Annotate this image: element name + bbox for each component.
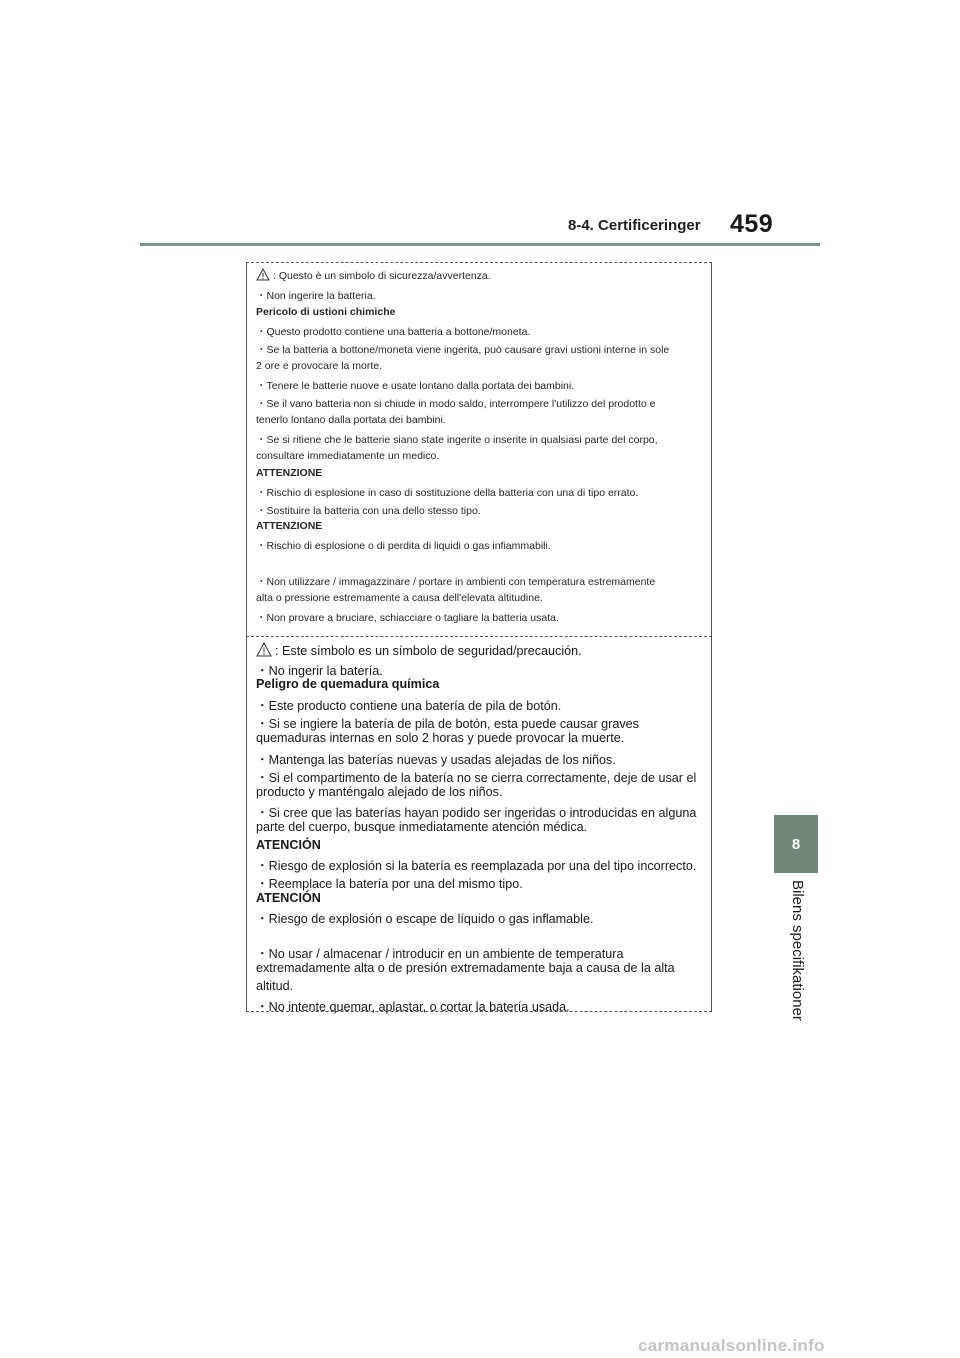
chapter-label: Bilens specifikationer	[789, 880, 806, 1021]
italian-line: 2 ore e provocare la morte.	[256, 360, 383, 372]
italian-heading: Pericolo di ustioni chimiche	[256, 306, 396, 318]
spanish-line: parte del cuerpo, busque inmediatamente atención médica.	[256, 820, 588, 834]
chapter-tab[interactable]	[774, 815, 818, 873]
spanish-line: ・Si el compartimento de la batería no se cierra correctamente, deje de usar el	[256, 771, 697, 785]
italian-heading: ATTENZIONE	[256, 520, 323, 532]
spanish-line: ・Este producto contiene una batería de pila de botón.	[256, 699, 562, 713]
warning-triangle-icon	[256, 642, 272, 657]
watermark: carmanualsonline.info	[638, 1336, 825, 1355]
page-number: 459	[730, 210, 774, 238]
italian-line: ・Sostituire la batteria con una dello stesso tipo.	[256, 505, 481, 517]
spanish-line: ・No ingerir la batería.	[256, 664, 383, 678]
italian-line: ・Non ingerire la batteria.	[256, 290, 376, 302]
italian-line: alta o pressione estremamente a causa dell'elevata altitudine.	[256, 592, 543, 604]
chapter-number: 8	[791, 835, 801, 853]
spanish-line: ・No intente quemar, aplastar, o cortar la batería usada.	[256, 1000, 570, 1014]
italian-line: ・Tenere le batterie nuove e usate lontano dalla portata dei bambini.	[256, 380, 575, 392]
italian-line: consultare immediatamente un medico.	[256, 450, 440, 462]
spanish-heading: Peligro de quemadura química	[256, 677, 440, 691]
italian-line: ・Non provare a bruciare, schiacciare o tagliare la batteria usata.	[256, 612, 559, 624]
spanish-line: ・Riesgo de explosión si la batería es reemplazada por una del tipo incorrecto.	[256, 859, 697, 873]
spanish-line: ・Riesgo de explosión o escape de líquido o gas inflamable.	[256, 912, 594, 926]
italian-line: ・Rischio di esplosione in caso di sostituzione della batteria con una di tipo errato.	[256, 487, 639, 499]
spanish-line: ・Si se ingiere la batería de pila de botón, esta puede causar graves	[256, 717, 639, 731]
italian-line: ・Se la batteria a bottone/moneta viene ingerita, può causare gravi ustioni interne in sole	[256, 344, 670, 356]
italian-line: ・Questo prodotto contiene una batteria a bottone/moneta.	[256, 326, 531, 338]
header-rule	[140, 243, 820, 246]
italian-symbol-note: : Questo è un simbolo di sicurezza/avvertenza.	[273, 270, 491, 282]
italian-line: ・Se si ritiene che le batterie siano state ingerite o inserite in qualsiasi parte del corpo,	[256, 434, 658, 446]
spanish-symbol-note: : Este símbolo es un símbolo de seguridad/precaución.	[275, 644, 582, 658]
spanish-line: extremadamente alta o de presión extremadamente baja a causa de la alta	[256, 961, 675, 975]
italian-line: ・Se il vano batteria non si chiude in modo saldo, interrompere l'utilizzo del prodotto e	[256, 398, 656, 410]
spanish-line: producto y manténgalo alejado de los niños.	[256, 785, 503, 799]
spanish-line: ・Mantenga las baterías nuevas y usadas alejadas de los niños.	[256, 753, 616, 767]
section-title: 8-4. Certificeringer	[568, 217, 701, 234]
warning-triangle-icon	[256, 268, 270, 281]
spanish-line: ・Reemplace la batería por una del mismo tipo.	[256, 877, 523, 891]
spanish-heading: ATENCIÓN	[256, 891, 321, 905]
spanish-heading: ATENCIÓN	[256, 838, 321, 852]
italian-line: ・Rischio di esplosione o di perdita di liquidi o gas infiammabili.	[256, 540, 551, 552]
italian-line: ・Non utilizzare / immagazzinare / portare in ambienti con temperatura estremamente	[256, 576, 656, 588]
italian-heading: ATTENZIONE	[256, 467, 323, 479]
spanish-line: ・Si cree que las baterías hayan podido ser ingeridas o introducidas en alguna	[256, 806, 697, 820]
italian-line: tenerlo lontano dalla portata dei bambini.	[256, 414, 446, 426]
italian-symbol-line	[256, 268, 491, 282]
spanish-line: altitud.	[256, 979, 294, 993]
spanish-line: ・No usar / almacenar / introducir en un ambiente de temperatura	[256, 947, 624, 961]
spanish-symbol-line	[256, 642, 582, 658]
spanish-line: quemaduras internas en solo 2 horas y puede provocar la muerte.	[256, 731, 625, 745]
